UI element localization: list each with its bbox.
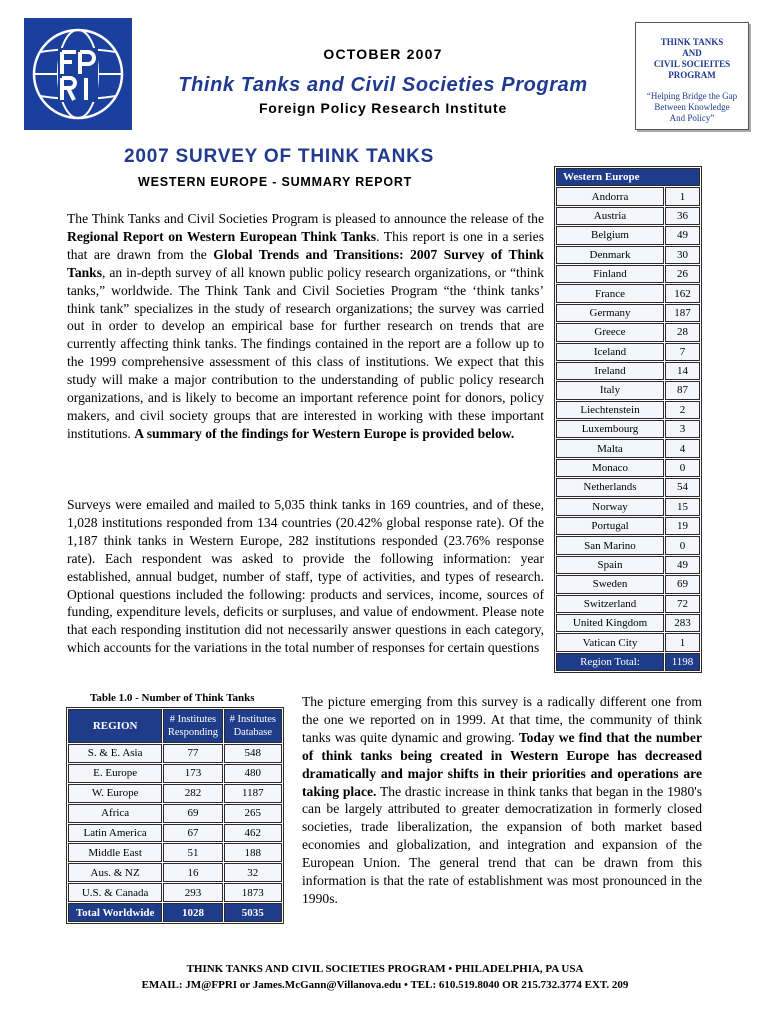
table-row bbox=[556, 517, 700, 535]
table-row bbox=[556, 614, 700, 632]
table-row bbox=[556, 207, 700, 225]
table-row bbox=[556, 595, 700, 613]
country-name: France bbox=[556, 284, 664, 302]
region-name: U.S. & Canada bbox=[68, 883, 162, 902]
country-name: Norway bbox=[556, 498, 664, 516]
country-name: Switzerland bbox=[556, 595, 664, 613]
table-row bbox=[556, 323, 700, 341]
table-header-row bbox=[68, 709, 282, 743]
country-name: Monaco bbox=[556, 459, 664, 477]
fpri-logo bbox=[24, 18, 132, 130]
institutes-database: 265 bbox=[224, 804, 282, 823]
region-name: Africa bbox=[68, 804, 162, 823]
survey-subtitle: WESTERN EUROPE - SUMMARY REPORT bbox=[138, 175, 413, 189]
think-tank-count: 69 bbox=[665, 575, 700, 593]
institutes-responding: 173 bbox=[163, 764, 222, 783]
institutes-responding: 67 bbox=[163, 824, 222, 843]
country-name: Spain bbox=[556, 556, 664, 574]
think-tank-count: 87 bbox=[665, 381, 700, 399]
think-tank-count: 54 bbox=[665, 478, 700, 496]
program-badge bbox=[635, 22, 749, 130]
program-title: Think Tanks and Civil Societies Program bbox=[178, 74, 588, 96]
table-row bbox=[68, 764, 282, 783]
think-tank-count: 28 bbox=[665, 323, 700, 341]
think-tank-count: 0 bbox=[665, 536, 700, 554]
badge-motto: “Helping Bridge the Gap Between Knowledge And Policy” bbox=[646, 91, 738, 123]
institutes-responding: 282 bbox=[163, 784, 222, 803]
column-header-region: REGION bbox=[68, 709, 162, 743]
country-name: Vatican City bbox=[556, 633, 664, 651]
institutes-responding: 16 bbox=[163, 863, 222, 882]
table-header-row bbox=[556, 168, 700, 186]
institutes-responding: 293 bbox=[163, 883, 222, 902]
total-database: 5035 bbox=[224, 903, 282, 922]
table-row bbox=[556, 498, 700, 516]
methodology-paragraph: Surveys were emailed and mailed to 5,035 think tanks in 169 countries, and of these, 1,028 institutions responded from 134 countries (20.42% global response rate). Of the 1,187 think tanks in Western Europe, 282 institutions responded (23.76% response rate). Each respondent was asked to provide the following information: year established, annual budget, number of staff, type of activities, and types of research. Optional questions included the following: products and services, income, sources of funding, expenditure levels, deficits or surpluses, and value of endowment. Please note that each responding institution did not necessarily answer questions in each category, which accounts for the variations in the total number of responses for certain questions bbox=[67, 497, 544, 656]
table-row bbox=[556, 381, 700, 399]
badge-program-name: THINK TANKS AND CIVIL SOCIEITES PROGRAM bbox=[653, 37, 731, 80]
table-row bbox=[556, 246, 700, 264]
table-row bbox=[556, 265, 700, 283]
think-tank-count: 14 bbox=[665, 362, 700, 380]
table-row bbox=[556, 459, 700, 477]
institutes-database: 1873 bbox=[224, 883, 282, 902]
country-name: Portugal bbox=[556, 517, 664, 535]
table-header: Western Europe bbox=[556, 168, 700, 186]
institutes-database: 480 bbox=[224, 764, 282, 783]
country-name: Denmark bbox=[556, 246, 664, 264]
country-name: United Kingdom bbox=[556, 614, 664, 632]
survey-title: 2007 SURVEY OF THINK TANKS bbox=[124, 146, 435, 167]
footer-program: THINK TANKS AND CIVIL SOCIETIES PROGRAM • PHILADELPHIA, PA USA bbox=[186, 963, 584, 975]
table-row bbox=[556, 478, 700, 496]
country-name: San Marino bbox=[556, 536, 664, 554]
table-row bbox=[556, 226, 700, 244]
think-tank-count: 36 bbox=[665, 207, 700, 225]
western-europe-table bbox=[554, 166, 702, 673]
institutes-database: 188 bbox=[224, 843, 282, 862]
country-name: Germany bbox=[556, 304, 664, 322]
region-name: S. & E. Asia bbox=[68, 744, 162, 763]
think-tank-count: 7 bbox=[665, 343, 700, 361]
table-row bbox=[556, 401, 700, 419]
table-row bbox=[556, 284, 700, 302]
table-total-row bbox=[556, 653, 700, 671]
country-name: Iceland bbox=[556, 343, 664, 361]
table-row bbox=[68, 804, 282, 823]
table-row bbox=[68, 843, 282, 862]
country-name: Netherlands bbox=[556, 478, 664, 496]
region-name: E. Europe bbox=[68, 764, 162, 783]
findings-paragraph: The picture emerging from this survey is a radically different one from the one we reported on in 1999. At that time, the community of think tanks was quite dynamic and growing. Today we find that the number of think tanks being created in Western Europe has decreased dramatically and major shifts in their priorities and operations are taking place. The drastic increase in think tanks that began in the 1980's can be largely attributed to greater democratization in formerly closed societies, trade liberalization, the expansion of both market based economies and globalization, and integration and expansion of the European Union. The general trend that can be drawn from this information is that the rate of establishment was most pronounced in the 1990s. bbox=[302, 694, 702, 906]
institutes-responding: 69 bbox=[163, 804, 222, 823]
country-name: Andorra bbox=[556, 187, 664, 205]
table-row bbox=[556, 439, 700, 457]
region-name: Latin America bbox=[68, 824, 162, 843]
report-date: OCTOBER 2007 bbox=[323, 46, 443, 62]
table-row bbox=[556, 343, 700, 361]
table-row bbox=[556, 633, 700, 651]
intro-paragraph: The Think Tanks and Civil Societies Program is pleased to announce the release of the Regional Report on Western European Think Tanks. This report is one in a series that are drawn from the Global Trends and Transitions: 2007 Survey of Think Tanks, an in-depth survey of all known public policy research organizations, or “think tanks,” worldwide. The Think Tank and Civil Societies Program “the ‘think tanks’ think tank” specializes in the study of research organizations; the survey was carried out in order to develop an empirical base for further research on trends that are currently affecting think tanks. The findings contained in the report are a follow up to the 1999 comprehensive assessment of this class of institutions. We expect that this study will make a major contribution to the understanding of public policy research organizations, and is likely to become an important reference point for donors, policy makers, and civil society groups that are interested in working with these important institutions. A summary of the findings for Western Europe is provided below. bbox=[67, 211, 544, 441]
region-name: Aus. & NZ bbox=[68, 863, 162, 882]
country-name: Belgium bbox=[556, 226, 664, 244]
think-tank-count: 283 bbox=[665, 614, 700, 632]
think-tank-count: 0 bbox=[665, 459, 700, 477]
fpri-globe-logo-icon bbox=[24, 18, 132, 130]
table-row bbox=[556, 536, 700, 554]
organization-name: Foreign Policy Research Institute bbox=[258, 100, 508, 116]
region-total-label: Region Total: bbox=[556, 653, 664, 671]
country-name: Italy bbox=[556, 381, 664, 399]
table-row bbox=[556, 556, 700, 574]
think-tank-count: 49 bbox=[665, 226, 700, 244]
institutes-database: 462 bbox=[224, 824, 282, 843]
region-name: Middle East bbox=[68, 843, 162, 862]
table-row bbox=[68, 784, 282, 803]
country-name: Malta bbox=[556, 439, 664, 457]
region-name: W. Europe bbox=[68, 784, 162, 803]
table-caption: Table 1.0 - Number of Think Tanks bbox=[90, 692, 255, 704]
column-header-database: # Institutes Database bbox=[224, 709, 282, 743]
institutes-database: 1187 bbox=[224, 784, 282, 803]
country-name: Greece bbox=[556, 323, 664, 341]
institutes-database: 32 bbox=[224, 863, 282, 882]
table-row bbox=[68, 744, 282, 763]
think-tank-count: 49 bbox=[665, 556, 700, 574]
think-tank-count: 162 bbox=[665, 284, 700, 302]
think-tank-count: 187 bbox=[665, 304, 700, 322]
table-row bbox=[556, 304, 700, 322]
institutes-database: 548 bbox=[224, 744, 282, 763]
table-total-row bbox=[68, 903, 282, 922]
column-header-responding: # Institutes Responding bbox=[163, 709, 222, 743]
think-tank-count: 15 bbox=[665, 498, 700, 516]
think-tank-count: 30 bbox=[665, 246, 700, 264]
table-row bbox=[556, 362, 700, 380]
table-row bbox=[556, 420, 700, 438]
table-row bbox=[68, 863, 282, 882]
country-name: Finland bbox=[556, 265, 664, 283]
think-tank-count: 1 bbox=[665, 187, 700, 205]
table-row bbox=[68, 883, 282, 902]
think-tank-count: 3 bbox=[665, 420, 700, 438]
think-tank-count: 4 bbox=[665, 439, 700, 457]
think-tanks-by-region-table bbox=[66, 707, 284, 924]
table-row bbox=[556, 187, 700, 205]
think-tank-count: 72 bbox=[665, 595, 700, 613]
country-name: Austria bbox=[556, 207, 664, 225]
total-responding: 1028 bbox=[163, 903, 222, 922]
institutes-responding: 51 bbox=[163, 843, 222, 862]
think-tank-count: 19 bbox=[665, 517, 700, 535]
think-tank-count: 2 bbox=[665, 401, 700, 419]
region-total-value: 1198 bbox=[665, 653, 700, 671]
table-row bbox=[556, 575, 700, 593]
country-name: Liechtenstein bbox=[556, 401, 664, 419]
think-tank-count: 1 bbox=[665, 633, 700, 651]
country-name: Luxembourg bbox=[556, 420, 664, 438]
think-tank-count: 26 bbox=[665, 265, 700, 283]
country-name: Ireland bbox=[556, 362, 664, 380]
country-name: Sweden bbox=[556, 575, 664, 593]
institutes-responding: 77 bbox=[163, 744, 222, 763]
total-label: Total Worldwide bbox=[68, 903, 162, 922]
footer-contact: EMAIL: JM@FPRI or James.McGann@Villanova.edu • TEL: 610.519.8040 OR 215.732.3774 EXT. 209 bbox=[141, 979, 629, 991]
table-row bbox=[68, 824, 282, 843]
